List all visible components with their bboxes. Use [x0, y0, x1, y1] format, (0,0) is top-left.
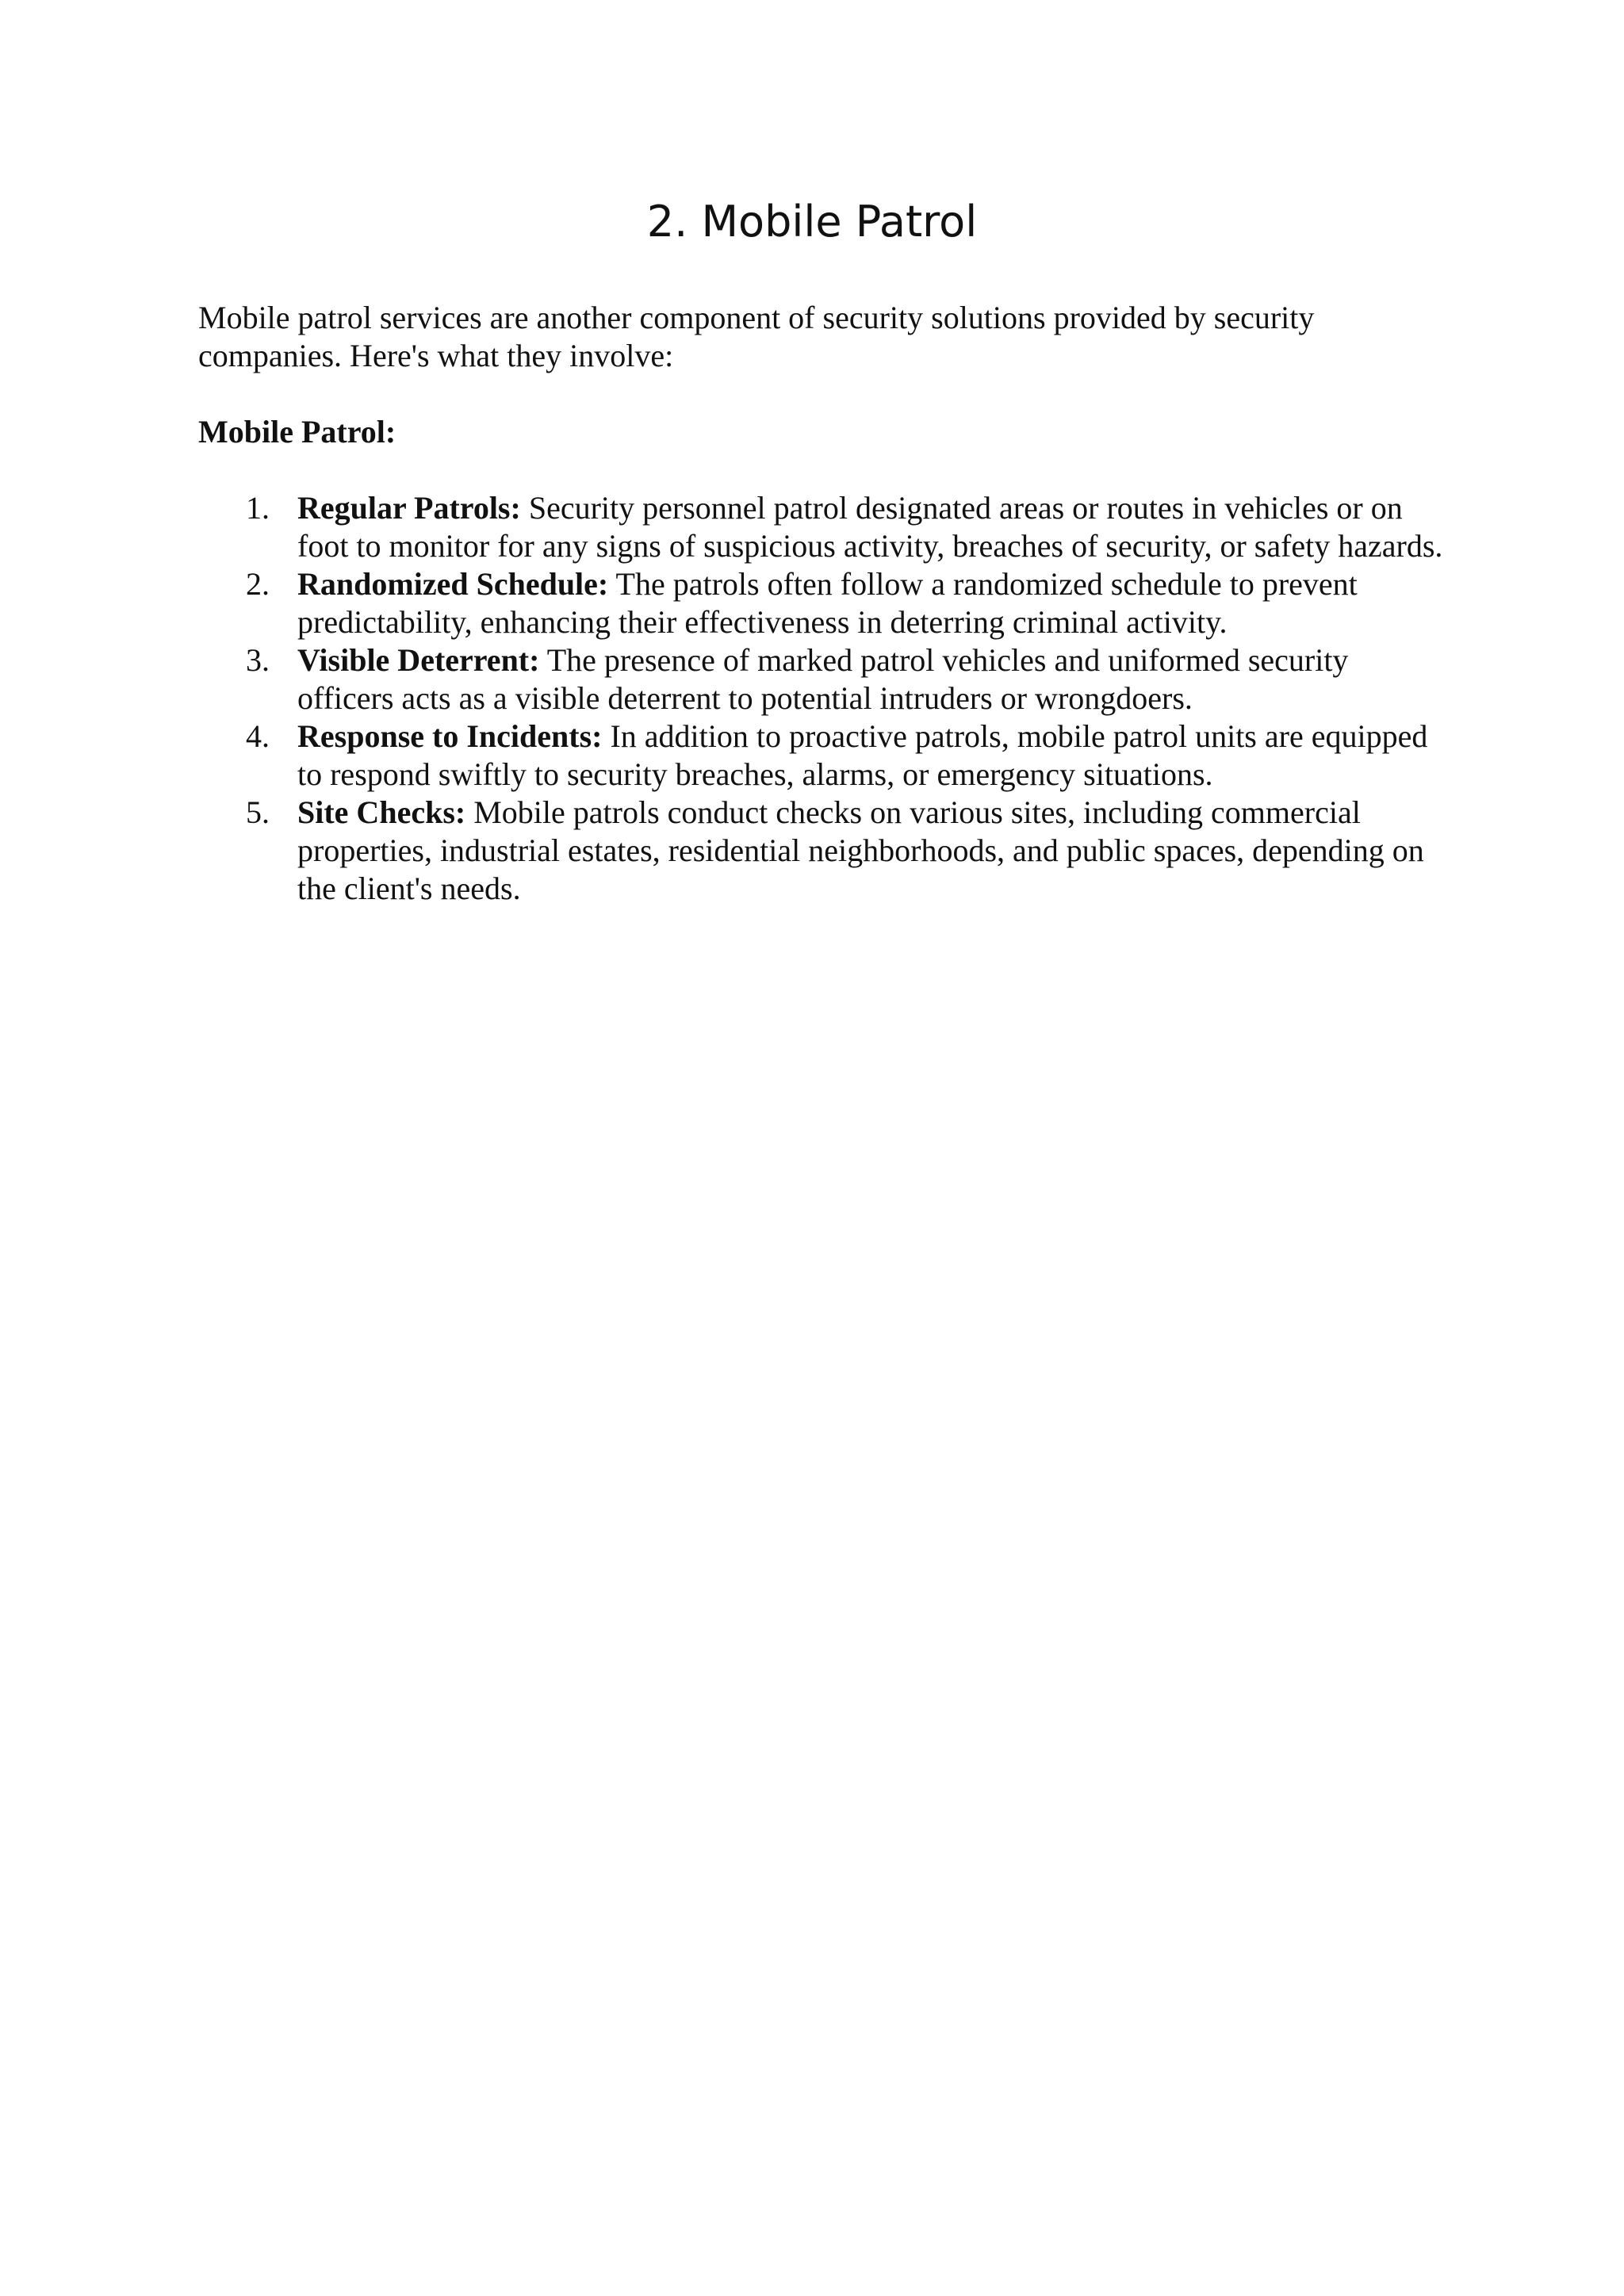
list-item-text: In addition to proactive patrols, mobile patrol units are equipped to respond swiftly to security breaches, alarms, or emergency situations.: [297, 718, 1428, 792]
page-title: 2. Mobile Patrol: [646, 197, 978, 247]
list-item-text: Security personnel patrol designated areas or routes in vehicles or on foot to monitor for any signs of suspicious activity, breaches of security, or safety hazards.: [297, 490, 1443, 564]
list-item: [198, 794, 1451, 908]
section-heading: Mobile Patrol:: [198, 414, 396, 450]
list-item-number: 2.: [246, 566, 270, 602]
list-item-number: 3.: [246, 642, 270, 678]
patrol-list: [198, 489, 1451, 908]
list-item-number: 5.: [246, 794, 270, 830]
list-item: [198, 641, 1451, 718]
list-item-text: The patrols often follow a randomized schedule to prevent predictability, enhancing their effectiveness in deterring criminal activity.: [297, 566, 1358, 640]
list-item: [198, 565, 1451, 641]
list-item-number: 4.: [246, 718, 270, 754]
intro-paragraph: Mobile patrol services are another component of security solutions provided by security companies. Here's what they involve:: [198, 300, 1315, 373]
list-item-text: Mobile patrols conduct checks on various sites, including commercial properties, industrial estates, residential neighborhoods, and public spaces, depending on the client's needs.: [297, 794, 1424, 906]
list-item: [198, 718, 1451, 794]
list-item-term: Response to Incidents:: [297, 718, 603, 754]
list-item: [198, 489, 1451, 565]
document-body: [198, 299, 1451, 908]
list-item-term: Randomized Schedule:: [297, 566, 609, 602]
list-item-term: Regular Patrols:: [297, 490, 521, 526]
list-item-text: The presence of marked patrol vehicles and uniformed security officers acts as a visible deterrent to potential intruders or wrongdoers.: [297, 642, 1349, 716]
list-item-number: 1.: [246, 490, 270, 526]
list-item-term: Visible Deterrent:: [297, 642, 540, 678]
list-item-term: Site Checks:: [297, 794, 466, 830]
